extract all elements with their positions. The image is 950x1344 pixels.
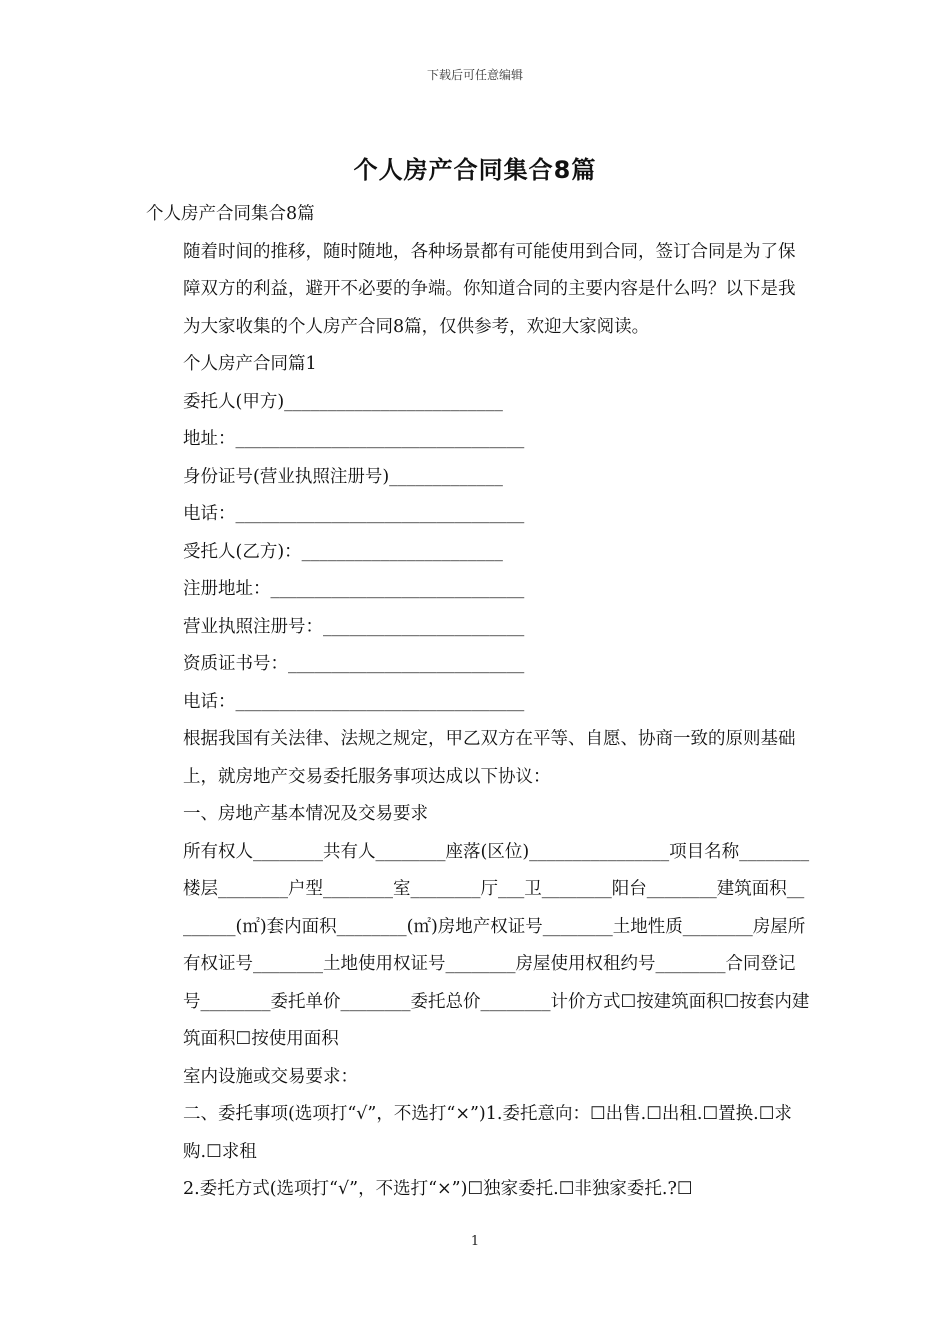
property-paragraph: 所有权人________共有人________座落(区位)________________项目名称________楼层________户型________室________厅___卫________阳台________建筑面积________(㎡)套内面积________(㎡)房地产权证号________土地性质________房屋所有权证号________土地使用权证号________房屋使用权租约号________合同登记号________委托单价________委托总价________计价方式☐按建筑面积☐按套内建筑面积☐按使用面积 [183, 841, 810, 1049]
law-paragraph: 根据我国有关法律、法规之规定，甲乙双方在平等、自愿、协商一致的原则基础上，就房地产交易委托服务事项达成以下协议： [183, 729, 796, 787]
document-title: 个人房产合同集合8篇 [353, 156, 597, 184]
page-header: 下载后可任意编辑 [426, 68, 523, 82]
field-line: 委托人(甲方)_________________________ [183, 391, 503, 412]
field-line: 注册地址：_____________________________ [183, 579, 525, 599]
document-body [146, 196, 810, 1209]
field-line: 受托人(乙方)：_______________________ [183, 541, 503, 562]
items-paragraph: 二、委托事项(选项打“√”，不选打“×”)1.委托意向：☐出售.☐出租.☐置换.☐求购.☐求租 [183, 1104, 792, 1162]
subtitle: 个人房产合同集合8篇 [146, 204, 315, 224]
method-paragraph: 2.委托方式(选项打“√”，不选打“×”)☐独家委托.☐非独家委托.?☐ [183, 1179, 693, 1199]
page-number: 1 [470, 1234, 480, 1249]
field-line: 资质证书号：___________________________ [183, 654, 525, 674]
intro-paragraph: 随着时间的推移，随时随地，各种场景都有可能使用到合同，签订合同是为了保障双方的利益，避开不必要的争端。你知道合同的主要内容是什么吗？以下是我为大家收集的个人房产合同8篇，仅供参考，欢迎大家阅读。 [183, 241, 796, 337]
field-line: 电话：_________________________________ [183, 691, 525, 712]
field-line: 身份证号(营业执照注册号)_____________ [183, 466, 503, 487]
section-title: 个人房产合同篇1 [183, 354, 317, 374]
field-line: 电话：_________________________________ [183, 504, 525, 524]
section-heading: 一、房地产基本情况及交易要求 [183, 804, 428, 824]
field-line: 营业执照注册号：_______________________ [183, 616, 525, 637]
facilities-paragraph: 室内设施或交易要求： [183, 1066, 358, 1087]
field-line: 地址：_________________________________ [183, 429, 525, 449]
